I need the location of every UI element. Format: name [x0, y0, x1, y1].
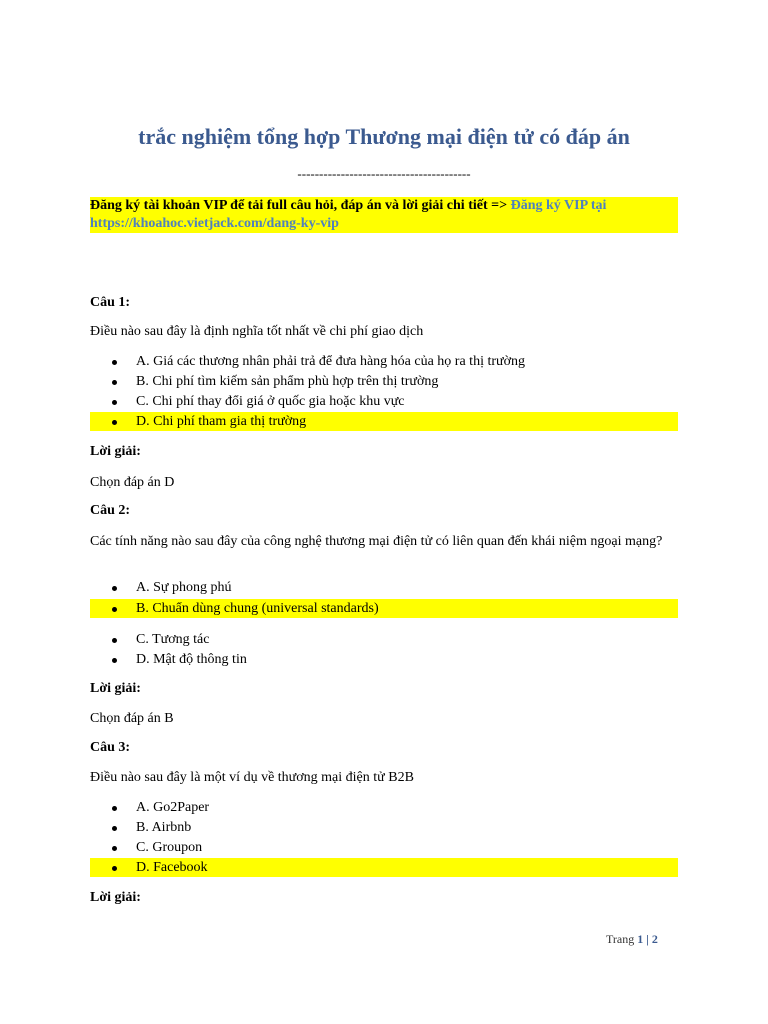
- bullet-icon: [112, 586, 117, 591]
- bullet-icon: [112, 360, 117, 365]
- bullet-icon: [112, 380, 117, 385]
- question-2-option-b: B. Chuẩn dùng chung (universal standards): [90, 599, 678, 618]
- vip-link-text[interactable]: Đăng ký VIP tại: [510, 198, 607, 213]
- footer-page: 1: [637, 932, 644, 946]
- footer-sep: |: [643, 932, 652, 946]
- question-3-option-a: A. Go2Paper: [90, 798, 678, 817]
- question-1-option-c: C. Chi phí thay đổi giá ở quốc gia hoặc khu vực: [90, 392, 678, 411]
- bullet-icon: [112, 607, 117, 612]
- bullet-icon: [112, 806, 117, 811]
- question-2-option-d: D. Mật độ thông tin: [90, 650, 678, 669]
- question-3-option-b: B. Airbnb: [90, 818, 678, 837]
- question-1-label: Câu 1:: [90, 295, 131, 310]
- question-2-option-c: C. Tương tác: [90, 630, 678, 649]
- page-footer: [606, 932, 658, 947]
- question-2-text: Các tính năng nào sau đây của công nghệ thương mại điện tử có liên quan đến khái niệm ngoại mạng?: [90, 534, 663, 549]
- footer-prefix: Trang: [606, 932, 638, 946]
- bullet-icon: [112, 846, 117, 851]
- question-3-label: Câu 3:: [90, 740, 131, 755]
- question-1-option-b: B. Chi phí tìm kiếm sản phẩm phù hợp trên thị trường: [90, 372, 678, 391]
- bullet-icon: [112, 658, 117, 663]
- solution-1-text: Chọn đáp án D: [90, 475, 175, 490]
- bullet-icon: [112, 420, 117, 425]
- solution-1-label: Lời giải:: [90, 444, 141, 459]
- question-3-option-c: C. Groupon: [90, 838, 678, 857]
- bullet-icon: [112, 400, 117, 405]
- vip-text: Đăng ký tài khoản VIP để tải full câu hỏi, đáp án và lời giải chi tiết =>: [90, 198, 511, 213]
- question-3-option-d: D. Facebook: [90, 858, 678, 877]
- bullet-icon: [112, 638, 117, 643]
- vip-link-url[interactable]: https://khoahoc.vietjack.com/dang-ky-vip: [90, 216, 339, 231]
- solution-3-label: Lời giải:: [90, 890, 141, 905]
- question-3-text: Điều nào sau đây là một ví dụ về thương mại điện tử B2B: [90, 770, 414, 785]
- question-2-option-a: A. Sự phong phú: [90, 578, 678, 597]
- bullet-icon: [112, 866, 117, 871]
- question-1-option-a: A. Giá các thương nhân phải trả để đưa hàng hóa của họ ra thị trường: [90, 352, 678, 371]
- solution-2-label: Lời giải:: [90, 681, 141, 696]
- question-1-text: Điều nào sau đây là định nghĩa tốt nhất về chi phí giao dịch: [90, 324, 424, 339]
- question-2-label: Câu 2:: [90, 503, 131, 518]
- vip-banner: [90, 197, 678, 233]
- footer-total: 2: [651, 932, 658, 946]
- page-title: trắc nghiệm tổng hợp Thương mại điện tử có đáp án: [138, 124, 630, 149]
- separator: ----------------------------------------: [297, 166, 471, 181]
- question-1-option-d: D. Chi phí tham gia thị trường: [90, 412, 678, 431]
- solution-2-text: Chọn đáp án B: [90, 711, 174, 726]
- bullet-icon: [112, 826, 117, 831]
